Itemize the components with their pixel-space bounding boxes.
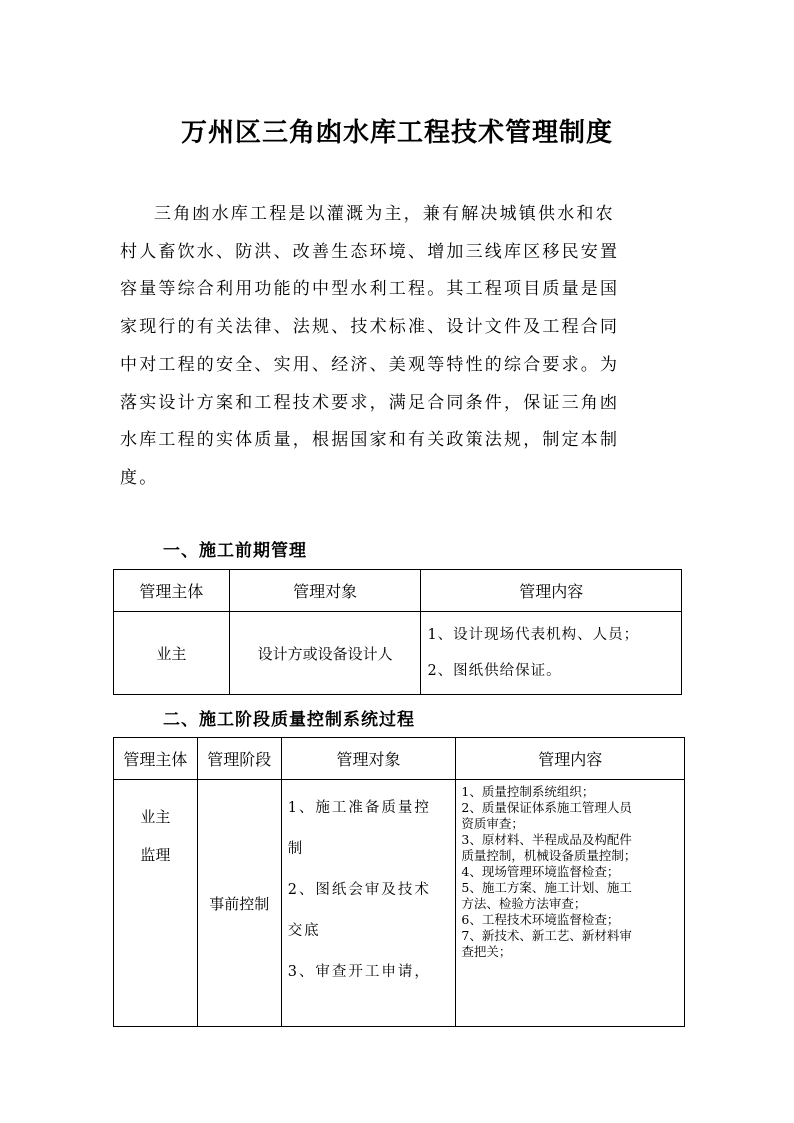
content-line: 4、现场管理环境监督检查； <box>461 864 620 879</box>
paragraph-line: 家现行的有关法律、法规、技术标准、设计文件及工程合同 <box>120 317 620 338</box>
table-row <box>114 780 685 1027</box>
table-row <box>114 612 682 695</box>
construction-quality-table <box>113 737 685 1027</box>
cell-object: 设计方或设备设计人 <box>229 612 421 695</box>
object-line: 2、图纸会审及技术 <box>287 882 431 898</box>
content-item: 2、图纸供给保证。 <box>427 663 562 679</box>
subject-item: 业主 <box>140 808 171 826</box>
paragraph-line: 落实设计方案和工程技术要求，满足合同条件，保证三角凼 <box>120 392 620 413</box>
header-content: 管理内容 <box>456 738 685 780</box>
content-line: 3、原材料、半程成品及构配件 <box>461 832 632 847</box>
content-line: 质量控制，机械设备质量控制； <box>461 848 637 863</box>
pre-construction-table <box>113 569 682 695</box>
content-line: 方法、检验方法审查； <box>461 896 587 911</box>
cell-content <box>421 612 682 695</box>
paragraph-line: 中对工程的安全、实用、经济、美观等特性的综合要求。为 <box>120 354 620 375</box>
content-line: 2、质量保证体系施工管理人员 <box>461 800 632 815</box>
document-title: 万州区三角凼水库工程技术管理制度 <box>180 118 613 148</box>
paragraph-line: 水库工程的实体质量，根据国家和有关政策法规，制定本制 <box>120 430 620 451</box>
header-content: 管理内容 <box>421 570 682 612</box>
content-line: 6、工程技术环境监督检查； <box>461 912 620 927</box>
subject-item: 监理 <box>140 846 171 864</box>
header-stage: 管理阶段 <box>197 738 281 780</box>
header-object: 管理对象 <box>229 570 421 612</box>
cell-subject: 业主 <box>114 612 230 695</box>
cell-stage: 事前控制 <box>197 780 281 1027</box>
content-line: 5、施工方案、施工计划、施工 <box>461 880 632 895</box>
table-header-row <box>114 570 682 612</box>
paragraph-line: 三角凼水库工程是以灌溉为主，兼有解决城镇供水和农 <box>154 204 615 224</box>
section2-heading: 二、施工阶段质量控制系统过程 <box>163 710 415 730</box>
header-subject: 管理主体 <box>114 738 198 780</box>
object-line: 3、审查开工申请， <box>287 964 431 980</box>
cell-subjects <box>114 780 198 1027</box>
paragraph-line: 容量等综合利用功能的中型水利工程。其工程项目质量是国 <box>120 279 620 300</box>
object-line: 1、施工准备质量控 <box>287 800 431 816</box>
content-item: 1、设计现场代表机构、人员； <box>427 627 640 643</box>
paragraph-line: 度。 <box>120 467 159 488</box>
object-line: 制 <box>287 841 305 857</box>
intro-paragraph <box>120 196 680 498</box>
content-line: 1、质量控制系统组织； <box>461 784 595 799</box>
content-line: 7、新技术、新工艺、新材料审 <box>461 928 632 943</box>
content-line: 查把关； <box>461 944 512 959</box>
content-line: 资质审查； <box>461 816 524 831</box>
object-line: 交底 <box>287 923 321 939</box>
paragraph-line: 村人畜饮水、防洪、改善生态环境、增加三线库区移民安置 <box>120 241 620 262</box>
section1-heading: 一、施工前期管理 <box>163 541 307 561</box>
cell-contents <box>456 780 685 1027</box>
header-subject: 管理主体 <box>114 570 230 612</box>
header-object: 管理对象 <box>281 738 456 780</box>
table-header-row <box>114 738 685 780</box>
cell-objects <box>281 780 456 1027</box>
